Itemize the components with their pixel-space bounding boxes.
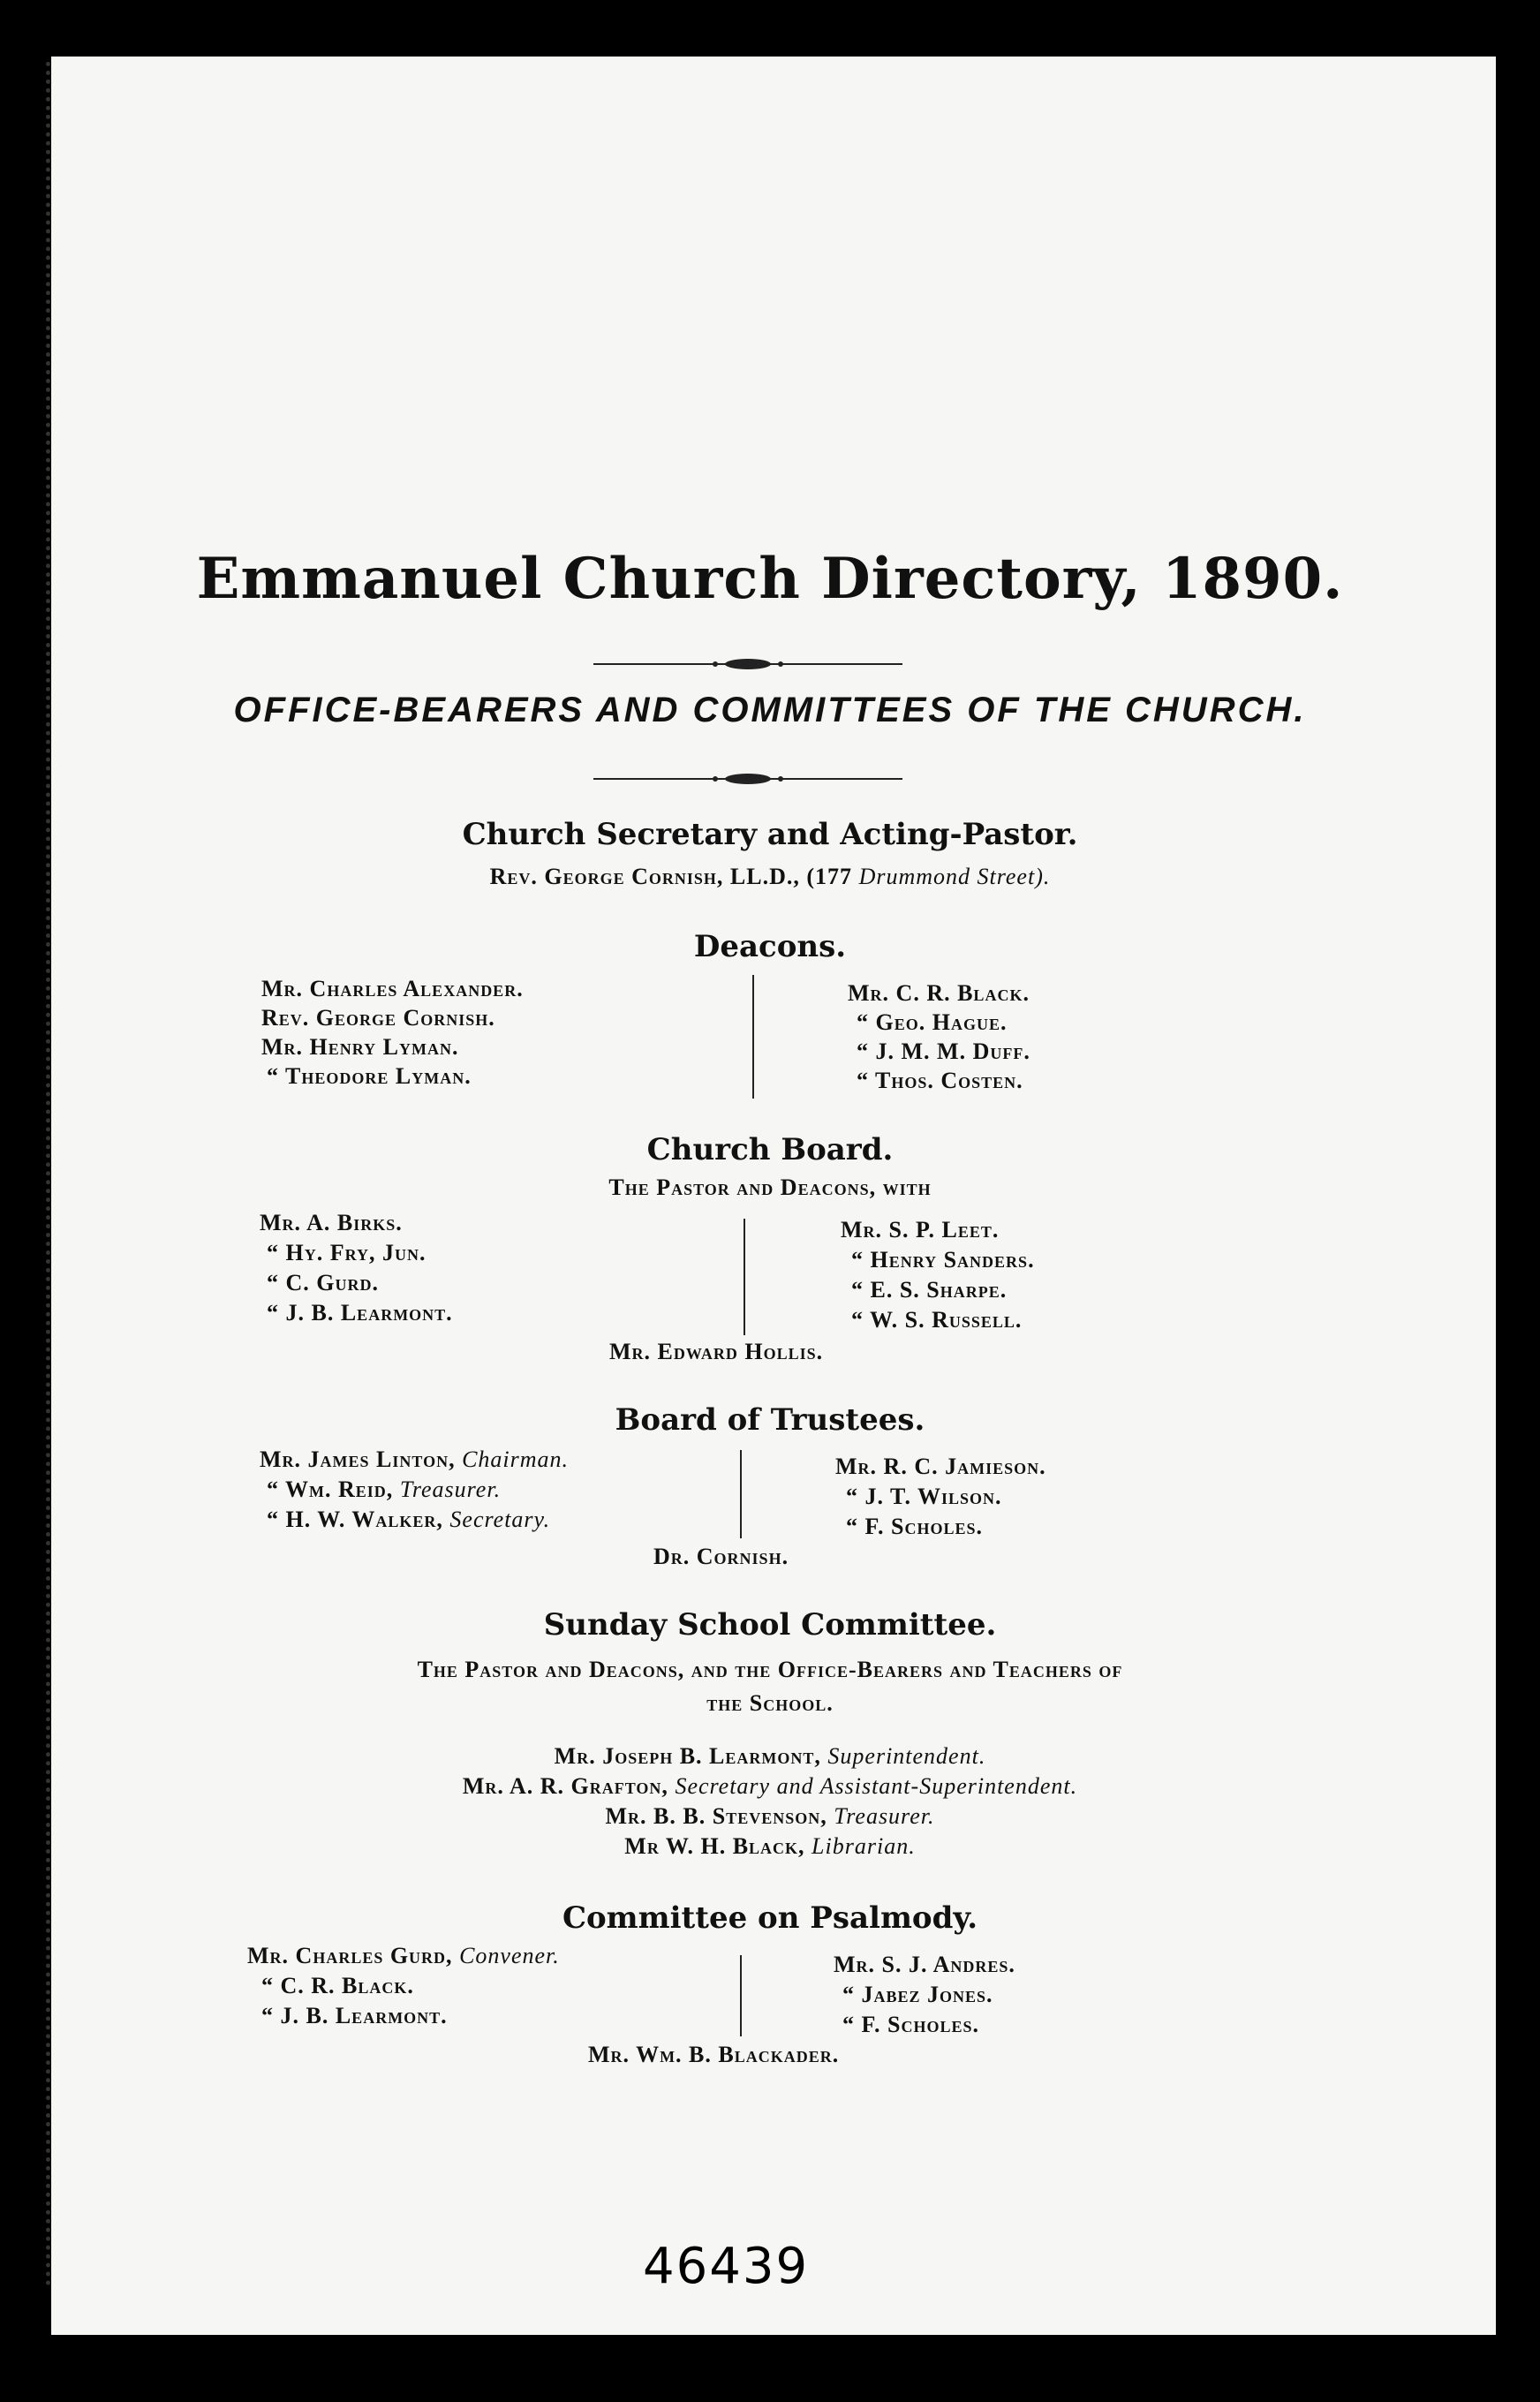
board-intro: The Pastor and Deacons, with bbox=[608, 1175, 932, 1200]
psalmody-line bbox=[261, 2003, 448, 2029]
column-divider bbox=[740, 1955, 742, 2036]
board-member: “ J. B. Learmont. bbox=[267, 1300, 453, 1326]
deacon-name: “ Thos. Costen. bbox=[857, 1068, 1023, 1093]
subtitle: OFFICE-BEARERS AND COMMITTEES OF THE CHURCH. bbox=[233, 691, 1307, 729]
column-divider bbox=[752, 975, 754, 1099]
officer-name: Mr. A. R. Grafton, bbox=[462, 1773, 676, 1799]
deacon-name: “ Theodore Lyman. bbox=[267, 1063, 472, 1089]
secretary-name: Rev. George Cornish, LL.D., (177 bbox=[489, 864, 859, 889]
ornament-divider bbox=[593, 768, 902, 789]
officer-name: Mr. B. B. Stevenson, bbox=[605, 1803, 834, 1829]
board-member: “ W. S. Russell. bbox=[851, 1307, 1023, 1333]
officer-name: Mr W. H. Black, bbox=[624, 1833, 812, 1859]
board-member: “ Henry Sanders. bbox=[851, 1247, 1035, 1273]
handwritten-number: 46439 bbox=[643, 2238, 810, 2295]
trustee-name: Mr. R. C. Jamieson. bbox=[835, 1454, 1046, 1479]
board-member: “ Hy. Fry, Jun. bbox=[267, 1240, 427, 1265]
trustee-name: “ H. W. Walker, bbox=[267, 1507, 450, 1532]
trustee-line bbox=[267, 1507, 550, 1533]
section-heading-church-board: Church Board. bbox=[646, 1132, 894, 1167]
psalmody-line bbox=[261, 1973, 414, 1999]
trustee-role: Treasurer. bbox=[399, 1477, 502, 1502]
trustee-role: Secretary. bbox=[449, 1507, 551, 1532]
psalmody-name: Mr. Charles Gurd, bbox=[247, 1943, 460, 1968]
officer-line bbox=[0, 1773, 1540, 1800]
officer-name: Mr. Joseph B. Learmont, bbox=[554, 1743, 828, 1769]
section-heading-psalmody: Committee on Psalmody. bbox=[562, 1900, 978, 1936]
psalmody-role: Convener. bbox=[459, 1943, 560, 1968]
trustee-line bbox=[260, 1446, 569, 1473]
trustee-name: “ J. T. Wilson. bbox=[846, 1484, 1002, 1509]
psalmody-line bbox=[247, 1943, 560, 1969]
page-title: Emmanuel Church Directory, 1890. bbox=[196, 546, 1344, 612]
deacon-name: Rev. George Cornish. bbox=[261, 1005, 495, 1031]
trustee-name: “ Wm. Reid, bbox=[267, 1477, 400, 1502]
officer-role: Superintendent. bbox=[827, 1743, 986, 1769]
trustee-name: “ F. Scholes. bbox=[846, 1514, 983, 1539]
board-member: Mr. A. Birks. bbox=[260, 1210, 403, 1235]
psalmody-name: “ J. B. Learmont. bbox=[261, 2003, 448, 2028]
board-member: “ C. Gurd. bbox=[267, 1270, 379, 1295]
board-member: “ E. S. Sharpe. bbox=[851, 1277, 1008, 1303]
psalmody-name: “ Jabez Jones. bbox=[842, 1982, 993, 2007]
section-heading-trustees: Board of Trustees. bbox=[615, 1402, 925, 1438]
trustee-line bbox=[267, 1477, 501, 1503]
deacon-name: Mr. C. R. Black. bbox=[848, 980, 1030, 1006]
deacon-name: “ Geo. Hague. bbox=[857, 1009, 1008, 1035]
psalmody-name: “ C. R. Black. bbox=[261, 1973, 414, 1998]
top-border bbox=[0, 0, 1540, 57]
deacon-name: Mr. Henry Lyman. bbox=[261, 1034, 459, 1060]
sunday-school-intro: The Pastor and Deacons, and the Office-Bearers and Teachers of bbox=[417, 1657, 1123, 1682]
officer-line bbox=[0, 1743, 1540, 1770]
psalmody-name: Mr. S. J. Andres. bbox=[834, 1952, 1015, 1977]
ornament-divider bbox=[593, 653, 902, 675]
sunday-school-intro: the School. bbox=[706, 1690, 834, 1716]
board-footer: Mr. Edward Hollis. bbox=[609, 1339, 824, 1364]
psalmody-footer: Mr. Wm. B. Blackader. bbox=[588, 2042, 840, 2067]
secretary-line bbox=[0, 864, 1540, 890]
section-heading-secretary: Church Secretary and Acting-Pastor. bbox=[462, 817, 1078, 852]
column-divider bbox=[744, 1219, 745, 1335]
secretary-address: Drummond Street). bbox=[858, 864, 1051, 889]
officer-role: Treasurer. bbox=[834, 1803, 935, 1829]
trustees-footer: Dr. Cornish. bbox=[653, 1544, 789, 1569]
section-heading-deacons: Deacons. bbox=[693, 929, 847, 964]
officer-line bbox=[0, 1803, 1540, 1830]
board-member: Mr. S. P. Leet. bbox=[841, 1217, 1000, 1243]
officer-role: Secretary and Assistant-Superintendent. bbox=[675, 1773, 1078, 1799]
column-divider bbox=[740, 1450, 742, 1538]
officer-line bbox=[0, 1833, 1540, 1860]
psalmody-name: “ F. Scholes. bbox=[842, 2012, 979, 2037]
section-heading-sunday-school: Sunday School Committee. bbox=[543, 1607, 997, 1643]
deacon-name: Mr. Charles Alexander. bbox=[261, 976, 524, 1001]
trustee-name: Mr. James Linton, bbox=[260, 1446, 463, 1472]
officer-role: Librarian. bbox=[812, 1833, 916, 1859]
deacon-name: “ J. M. M. Duff. bbox=[857, 1039, 1030, 1064]
trustee-role: Chairman. bbox=[462, 1446, 570, 1472]
